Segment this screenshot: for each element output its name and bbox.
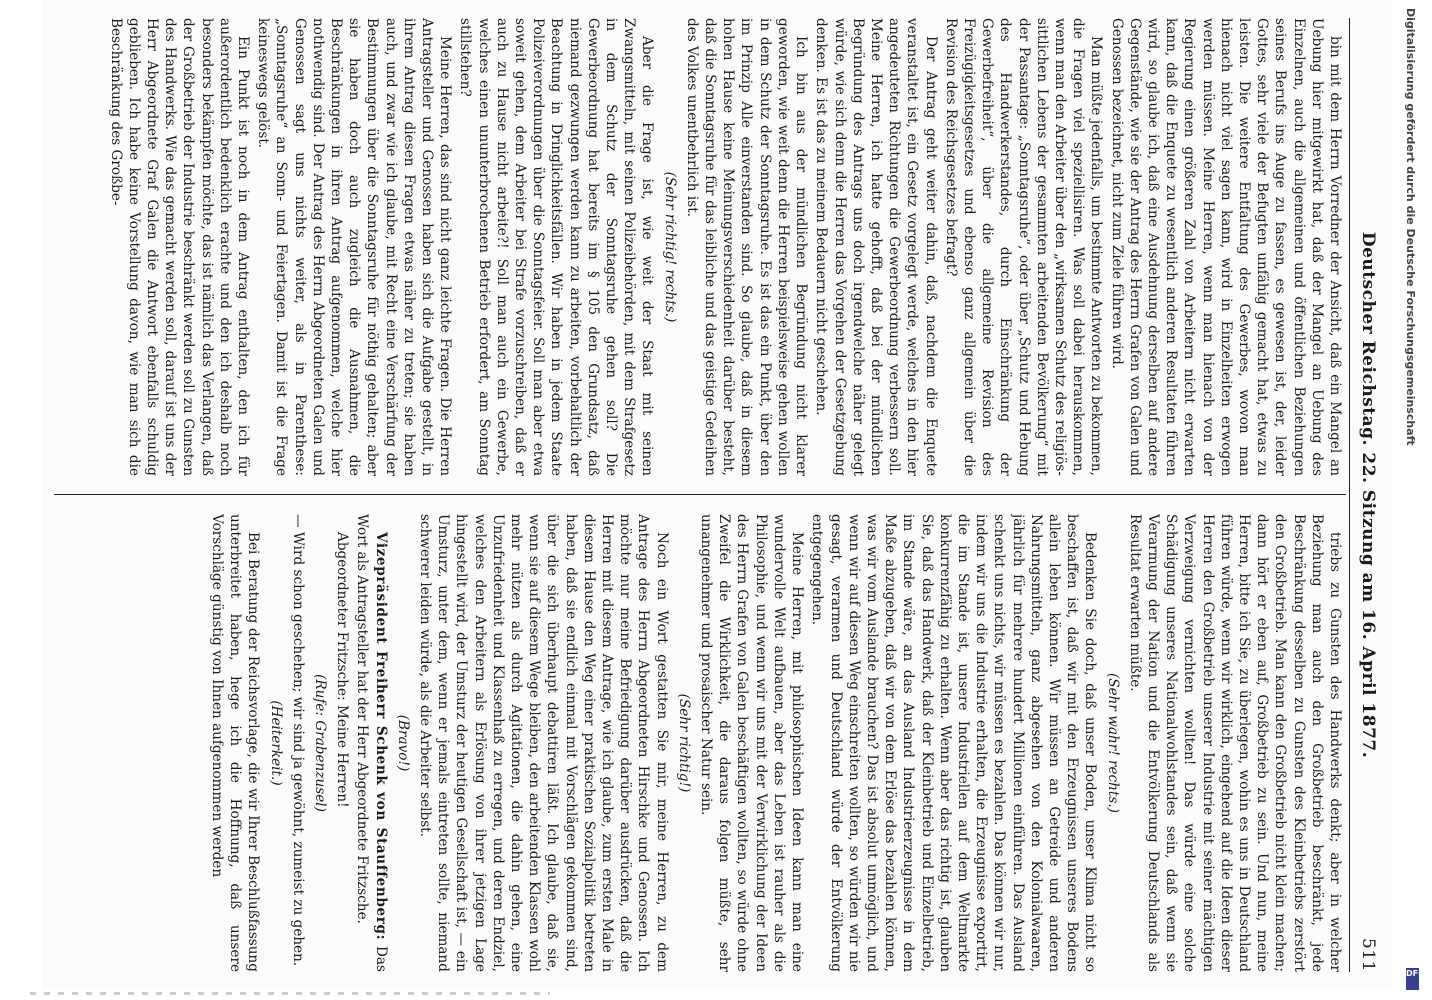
- salutation-paragraph: Abgeordneter Fritzsche: Meine Herren!: [334, 532, 351, 808]
- body-paragraph: bin mit dem Herrn Vorredner der Ansicht, daß ein Mangel an Uebung hier mitgewirkt hat, daß der Mangel an Uebung des Einzelnen, auch die allgemeinen und öffentlichen Beziehungen seines Berufs ins Auge zu fassen, es gewesen ist, der, leider Gottes, sehr viele der Befugten unfähig gemacht hat, etwas zu leisten. Die weitere Entfaltung des Gewerbes, wovon man hienach nicht viel sagen kann, wird in Einzelheiten erwogen werden müssen. Meine Herren, wenn man hienach von der Regierung einen größeren Zahl von Arbeitern nicht erwarten kann, daß die Enquete zu wesentlich anderen Resultaten führen wird, so glaube ich, daß eine Ausdehnung derselben auf andere Gegenstände, wie sie der Antrag des Herrn Grafen von Galen und Genossen bezeichnet, nicht zum Ziele führen wird.: [1108, 18, 1343, 476]
- body-paragraph: Aber die Frage ist, wie weit der Staat mit seinen Zwangsmitteln, mit seinen Polizeibehörden, mit dem Strafgesetz in dem Schutz der Sonntagsruhe gehen soll? Die Gewerbeordnung hat bereits im § 105 den Grundsatz, daß niemand gezwungen werden kann zu arbeiten, vorbehaltlich der Beachtung in Dringlichkeitsfällen. Wir haben in jedem Staate Polizeiverordnungen über die Sonntagsfeier. Soll man aber etwa soweit gehen, dem Arbeiter bei Strafe vorzuschreiben, daß er auch zu Hause nicht arbeite?! Soll man auch ein Gewerbe, welches einen ununterbrochenen Betrieb erfordert, am Sonntag stillstehen?: [457, 18, 656, 476]
- running-header: [1352, 18, 1380, 972]
- credit-text: Digitalisierung gefördert durch die Deutsche Forschungsgemeinschaft: [1404, 8, 1417, 446]
- body-paragraph: Ich bin aus der mündlichen Begründung nicht klarer geworden, wie weit denn die Herren beispielsweise gehen wollen in dem Schutz der Sonntagsruhe. Es ist das ein Punkt, über den im Prinzip Alle einverstanden sind. So glaube, daß in diesem hohen Hause keine Meinungsverschiedenheit darüber besteht, daß die Sonntagsruhe für das leibliche und das geistige Gedeihen des Volkes unentbehrlich ist.: [683, 18, 810, 476]
- header-rule: [1349, 18, 1350, 972]
- left-column: [56, 18, 1344, 476]
- body-paragraph: Meine Herren, mit philosophischen Ideen kann man eine wundervolle Welt aufbauen, aber das Leben ist rauher als die Philosophie, und wenn wir uns mit der Verwirklichung der Ideen des Herrn Grafen von Galen beschäftigen wollten, so würde ohne Zweifel die Wirklichkeit, die daraus folgen müßte, sehr unangenehmer und prosaischer Natur sein.: [698, 514, 806, 972]
- speaker-name: Vizepräsident Freiherr Schenk von Stauffenberg:: [372, 532, 389, 941]
- interjection: (Heiterkeit.): [267, 700, 284, 786]
- right-column: [56, 514, 1344, 972]
- digitization-credit: [1400, 8, 1420, 993]
- body-paragraph: Bedenken Sie doch, daß unser Boden, unser Klima nicht so beschaffen ist, daß wir mit den Erzeugnissen unseres Bodens allein leben können. Wir müssen an Getreide und anderen Nahrungsmitteln, ganz abgesehen von den Kolonialwaaren, jährlich für mehrere hundert Millionen einführen. Das Ausland schenkt uns nichts, wir müssen es bezahlen. Das können wir nur, indem wir uns die Industrie erhalten, die Erzeugnisse exportirt, die im Stande ist, unsere Industriellen auf dem Weltmarkte konkurrenzfähig zu erhalten. Wenn aber das richtig ist, glauben Sie, daß das Handwerk, daß der Kleinbetrieb und Einzelbetrieb, im Stande wäre, an das Ausland Industrieerzeugnisse in dem Maße abzugeben, daß wir von dem Erlöse das bezahlen können, was wir vom Auslande brauchen? Das ist absolut unmöglich, und wenn wir auf diesen Weg einschreiten wollten, so würden wir nie gesagt, verarmen und Deutschland würde der Entvölkerung entgegengehen.: [809, 514, 1099, 972]
- dash-paragraph: — Wird schon geschehen; wir sind ja gewöhnt, zumeist zu gehen.: [289, 514, 306, 967]
- body-paragraph: Noch ein Wort gestatten Sie mir, meine Herren, zu dem Antrage des Herrn Abgeordneten Hirschke und Genossen. Ich möchte nur meine Befriedigung darüber ausdrücken, daß die Herren mit diesem Antrage, wie ich glaube, zum ersten Male in diesem Hause den Weg einer praktischen Sozialpolitik betreten haben, daß sie endlich einmal mit Vorschlägen gekommen sind, über die sich überhaupt debattiren läßt. Ich glaube, daß sie, wenn sie auf diesem Wege bleiben, den arbeitenden Klassen wohl mehr nützen als durch Agitationen, die dahin gehen, eine Unzufriedenheit und Klassenhaß zu erregen, und deren Endziel, welches den Arbeitern als Erlösung von ihrer jetzigen Lage hingestellt wird, der Umsturz der heutigen Gesellschaft ist, — ein Umsturz, unter dem, wenn er jemals eintreten sollte, niemand schwerer leiden würde, als die Arbeiter selbst.: [417, 514, 670, 972]
- column-divider: [54, 494, 1346, 495]
- speaker-text: Das Wort als Antragsteller hat der Herr Abgeordnete Fritzsche.: [354, 514, 389, 972]
- body-paragraph: Bei Beratung der Reichsvorlage, die wir Ihrer Beschlußfassung unterbreitet haben, hege ich die Hoffnung, daß unsere Vorschläge günstig von Ihnen aufgenommen werden: [209, 514, 262, 972]
- body-paragraph: Man müßte jedenfalls, um bestimmte Antworten zu bekommen, die Fragen viel speziellisiren. Was soll dabei herauskommen, wenn man den Arbeiter über den „wirksamen Schutz des religiös-sittlichen Lebens der gesammten arbeitenden Bevölkerung“ mit der Passantage: „Sonntagsruhe“, oder über „Schutz und Hebung des Handwerkerstandes, durch Einschränkung der Gewerbefreiheit“, über die allgemeine Revision des Freizügigkeitsgesetzes und ebenso ganz allgemein über die Revision des Reichsgesetzes befragt?: [942, 18, 1105, 476]
- interjection: (Bravo!): [394, 714, 411, 772]
- body-paragraph: Ein Punkt ist noch in dem Antrag enthalten, den ich für außerordentlich bedenklich erachte und den ich deshalb noch besonders bekämpfen möchte, das ist nämlich das Verlangen, daß der Großbetrieb der Industrie beschränkt werden soll zu Gunsten des Handwerks. Wie das gemacht werden soll, darauf ist uns der Herr Abgeordnete Graf Galen die Antwort ebenfalls schuldig geblieben. Ich habe keine Vorstellung davon, wie man sich die Beschränkung des Großbe-: [107, 18, 252, 476]
- scanned-page: [42, 0, 1392, 990]
- interjection: (Rufe: Grabenzusel): [312, 674, 329, 812]
- interjection: (Sehr richtig!): [675, 693, 692, 793]
- page-number: 511: [1358, 938, 1378, 972]
- interjection: (Sehr wahr! rechts.): [1104, 673, 1121, 813]
- body-paragraph: triebs zu Gunsten des Handwerks denkt; aber in welcher Beziehung man auch den Großbetrieb beschränkt, jede Beschränkung desselben zu Gunsten des Kleinbetriebs zerstört den Großbetrieb. Man kann den Großbetrieb nicht klein machen; dann hört er eben auf, Großbetrieb zu sein. Und nun, meine Herren, bitte ich Sie, zu überlegen, wohin es uns in Deutschland führen würde, wenn wir wirklich, eingehend auf die Ideen dieser Herren den Großbetrieb unserer Industrie mit seiner mächtigen Verzweigung vernichten wollten! Das würde eine solche Schädigung unseres Nationalwohlstandes sein, daß wenn sie Verarmung der Nation und die Entvölkerung Deutschlands als Resultat erwarten müßte.: [1126, 514, 1343, 972]
- scan-artifact: [30, 992, 550, 995]
- header-title: Deutscher Reichstag. 22. Sitzung am 16. April 1877.: [1358, 231, 1378, 759]
- interjection: (Sehr richtig! rechts.): [661, 171, 678, 323]
- body-paragraph: Der Antrag geht weiter dahin, daß, nachdem die Enquete veranstaltet ist, ein Gesetz vorgelegt werde, welches in den hier angedeuteten Richtungen die Gewerbeordnung verbessern soll. Meine Herren, ich hatte gehofft, daß bei der mündlichen Begründung des Antrags uns doch irgendwelche näher gelegt würde, wie sich denn die Herren das Vorgehen der Gesetzgebung denken. Es ist das zu meinem Bedauern nicht geschehen.: [813, 18, 939, 476]
- dfg-logo: DFG: [1406, 968, 1419, 990]
- speaker-paragraph: [353, 514, 389, 972]
- body-paragraph: Meine Herren, das sind nicht ganz leichte Fragen. Die Herren Antragsteller und Genossen haben sich die Aufgabe gestellt, in ihrem Antrag diesen Fragen etwas näher zu treten; sie haben auch, und zwar wie ich glaube, mit Recht eine Verschärfung der Bestimmungen über die Sonntagsruhe für nöthig gehalten; aber sie haben doch auch zugleich die Ausnahmen, die Beschränkungen in ihren Antrag aufgenommen, welche hier nothwendig sind. Der Antrag des Herrn Abgeordneten Galen und Genossen sagt uns nichts weiter, als in Parenthese: „Sonntagsruhe“ an Sonn- und Feiertagen. Damit ist die Frage keineswegs gelöst.: [255, 18, 454, 476]
